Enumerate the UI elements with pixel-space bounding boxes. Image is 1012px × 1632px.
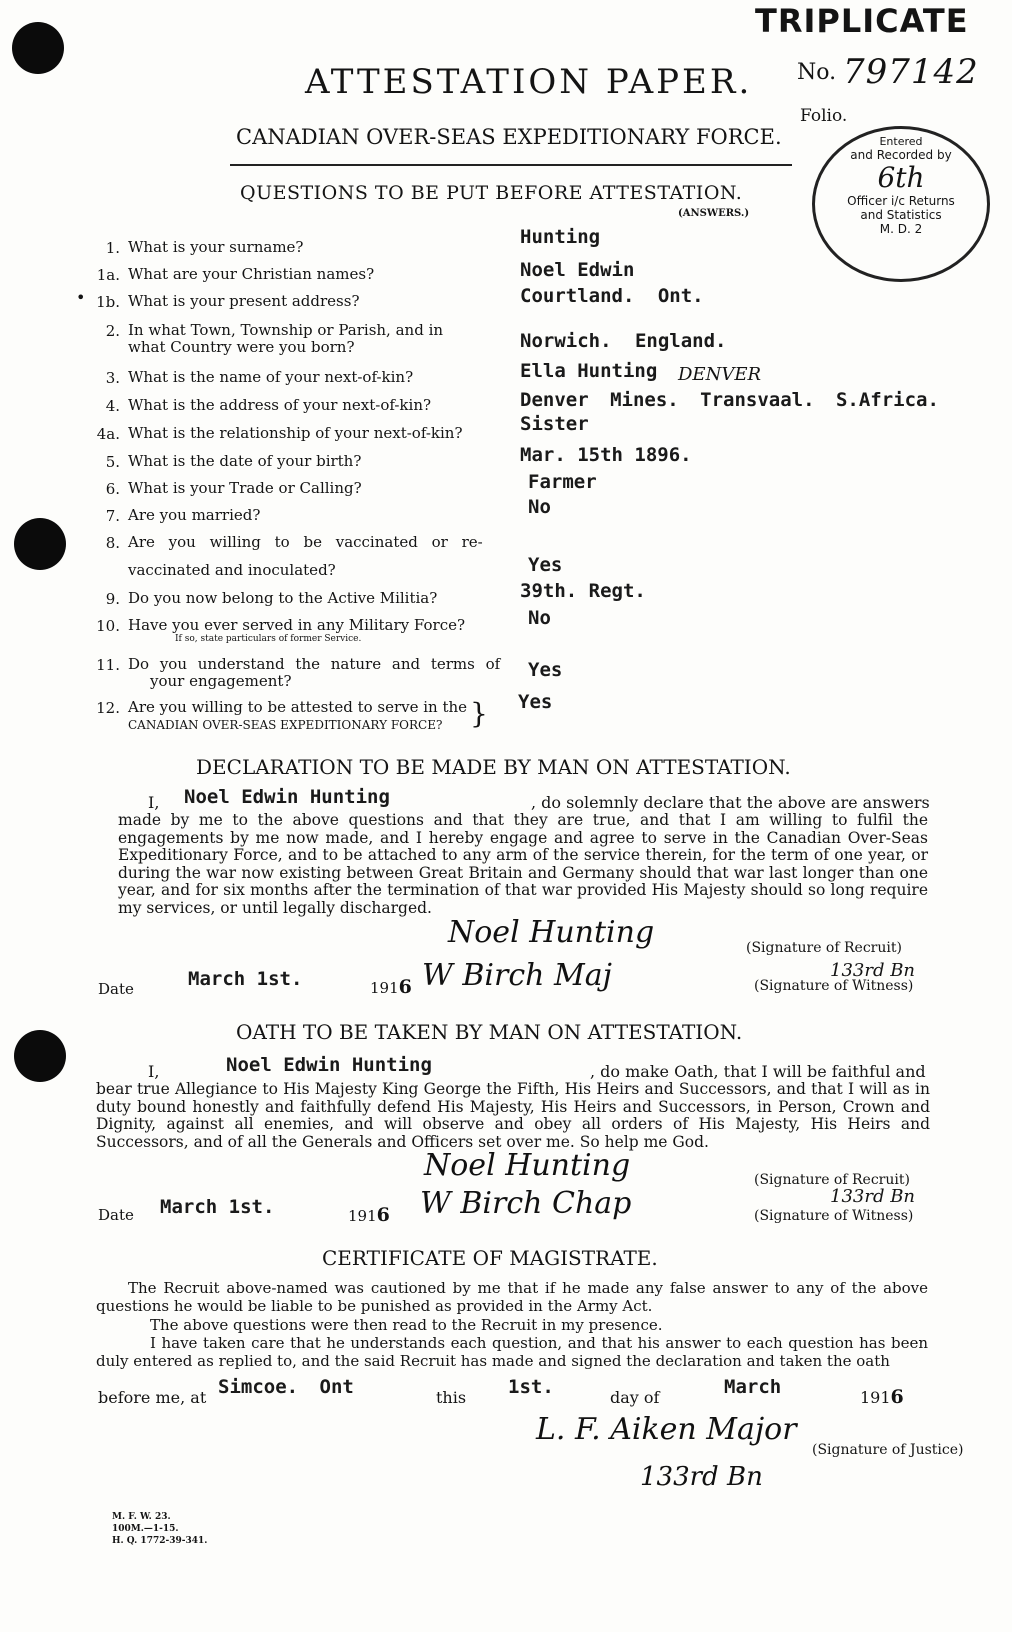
witness-unit: 133rd Bn [830, 960, 916, 981]
answer: Mar. 15th 1896. [520, 444, 692, 466]
margin-dot: • [76, 288, 86, 307]
oath-witness-signature: W Birch Chap [420, 1186, 632, 1221]
oath-recruit-signature: Noel Hunting [424, 1148, 631, 1183]
declaration-text-start: , do solemnly declare that the above are answers [531, 793, 930, 812]
question-number: 4a. [96, 425, 120, 443]
question-text: In what Town, Township or Parish, and in [128, 321, 444, 339]
answer: Noel Edwin [520, 259, 635, 281]
question-text: What is the address of your next-of-kin? [128, 396, 432, 414]
form-code: M. F. W. 23. [112, 1512, 171, 1522]
question-number: 1b. [96, 293, 120, 311]
stamp-line: M. D. 2 [879, 222, 923, 236]
year-digit: 6 [398, 976, 412, 998]
answer: Yes [518, 691, 553, 713]
page-subtitle: CANADIAN OVER-SEAS EXPEDITIONARY FORCE. [236, 125, 782, 149]
question-text-line2: what Country were you born? [128, 338, 355, 356]
oath-date: March 1st. [160, 1196, 275, 1218]
answer: 39th. Regt. [520, 580, 646, 602]
punch-hole [14, 1030, 66, 1082]
question-text: What are your Christian names? [128, 265, 375, 283]
oath-i: I, [148, 1062, 160, 1081]
question-text: Are you married? [128, 506, 261, 524]
question-number: 8. [105, 534, 120, 552]
stamp-mark: 6th [877, 161, 925, 194]
date-label: Date [98, 980, 134, 998]
oath-year [348, 1204, 390, 1226]
question-number: 1a. [96, 266, 120, 284]
question-number: 11. [96, 656, 120, 674]
answer: Farmer [528, 471, 597, 493]
answer: Norwich. England. [520, 330, 727, 352]
declaration-i: I, [148, 793, 160, 812]
question-text: What is your present address? [128, 292, 360, 310]
question-number: 7. [105, 507, 120, 525]
answer: Sister [520, 413, 589, 435]
answer: Yes [528, 554, 563, 576]
question-number: 5. [105, 453, 120, 471]
form-code: 100M.—1-15. [112, 1524, 179, 1534]
stamp-line: and Recorded by [850, 148, 952, 162]
stamp-line: Entered [879, 135, 923, 148]
witness-signature: W Birch Maj [422, 958, 612, 993]
punch-hole [14, 518, 66, 570]
question-number: 10. [96, 617, 120, 635]
question-text: Are you willing to be vaccinated or re- [128, 533, 483, 551]
no-label: No. [797, 60, 837, 85]
punch-hole [12, 22, 64, 74]
answer: Courtland. Ont. [520, 285, 704, 307]
oath-heading: OATH TO BE TAKEN BY MAN ON ATTESTATION. [236, 1020, 743, 1044]
signature-justice-label: (Signature of Justice) [812, 1442, 964, 1458]
question-text: What is your surname? [128, 238, 304, 256]
question-text: Are you willing to be attested to serve in the [128, 698, 468, 716]
question-number: 9. [105, 590, 120, 608]
answer: No [528, 607, 551, 629]
question-text: What is the name of your next-of-kin? [128, 368, 414, 386]
question-note: If so, state particulars of former Service. [175, 634, 362, 644]
oath-signature-recruit-label: (Signature of Recruit) [754, 1172, 910, 1188]
declaration-text: made by me to the above questions and that they are true, and that I am willing to fulfil the engagements by me now made, and I hereby engage and agree to serve in the Canadian Over-Seas Expeditionary Force, and to be attached to any arm of the service therein, for the term of one year, or during the war now existing between Great Britain and Germany should that war last longer than one year, and for six months after the termination of that war provided His Majesty should so long require my services, or until legally discharged. [118, 811, 928, 917]
certificate-place: Simcoe. Ont [218, 1376, 354, 1398]
question-number: 1. [105, 239, 120, 257]
signature-recruit-label: (Signature of Recruit) [746, 940, 902, 956]
question-text: What is the relationship of your next-of-kin? [128, 424, 463, 442]
year-digit: 6 [890, 1386, 904, 1408]
answer: Denver Mines. Transvaal. S.Africa. [520, 389, 939, 411]
divider [230, 164, 792, 166]
year-prefix: 191 [348, 1207, 377, 1225]
answer: Ella Hunting [520, 360, 658, 382]
year-prefix: 191 [370, 979, 399, 997]
handwritten-annotation: DENVER [678, 364, 762, 385]
triplicate-label: TRIPLICATE [755, 2, 969, 40]
stamp-line: and Statistics [860, 208, 942, 222]
question-text: Do you understand the nature and terms of [128, 655, 501, 673]
oath-date-label: Date [98, 1206, 134, 1224]
form-code: H. Q. 1772-39-341. [112, 1536, 208, 1546]
question-number: 4. [105, 397, 120, 415]
declaration-year [370, 976, 412, 998]
question-number: 6. [105, 480, 120, 498]
brace: } [470, 697, 488, 730]
answers-label: (ANSWERS.) [678, 208, 750, 219]
question-text: What is the date of your birth? [128, 452, 362, 470]
stamp-line: Officer i/c Returns [847, 194, 955, 208]
record-stamp [812, 126, 990, 282]
certificate-p2: The above questions were then read to the Recruit in my presence. [150, 1316, 663, 1334]
page-title: ATTESTATION PAPER. [305, 62, 753, 102]
certificate-p1: The Recruit above-named was cautioned by me that if he made any false answer to any of the above questions he would be liable to be punished as provided in the Army Act. [96, 1279, 928, 1315]
question-text-line2: CANADIAN OVER-SEAS EXPEDITIONARY FORCE? [128, 718, 443, 732]
question-text-line2: vaccinated and inoculated? [128, 561, 336, 579]
justice-unit: 133rd Bn [640, 1462, 763, 1492]
certificate-month: March [724, 1376, 782, 1398]
oath-witness-unit: 133rd Bn [830, 1186, 916, 1207]
question-number: 2. [105, 322, 120, 340]
certificate-year [860, 1386, 904, 1408]
answer: Yes [528, 659, 563, 681]
justice-signature: L. F. Aiken Major [536, 1412, 797, 1447]
oath-text: bear true Allegiance to His Majesty King George the Fifth, His Heirs and Successors, and that I will as in duty bound honestly and faithfully defend His Majesty, His Heirs and Successors, in Person, Crown and Dignity, against all enemies, and will observe and obey all orders of His Majesty, His Heirs and Successors, and of all the Generals and Officers set over me. So help me God. [96, 1080, 930, 1151]
declaration-date: March 1st. [188, 968, 303, 990]
signature-witness-label: (Signature of Witness) [754, 978, 914, 994]
oath-text-start: , do make Oath, that I will be faithful and [590, 1062, 926, 1081]
answer: No [528, 496, 551, 518]
question-text: Have you ever served in any Military Force? [128, 616, 466, 634]
year-digit: 6 [376, 1204, 390, 1226]
year-prefix: 191 [860, 1388, 891, 1407]
certificate-heading: CERTIFICATE OF MAGISTRATE. [322, 1246, 658, 1270]
before-me-label: before me, at [98, 1388, 207, 1407]
declaration-name: Noel Edwin Hunting [184, 786, 390, 808]
oath-signature-witness-label: (Signature of Witness) [754, 1208, 914, 1224]
question-number: 3. [105, 369, 120, 387]
question-text: What is your Trade or Calling? [128, 479, 362, 497]
answer: Hunting [520, 226, 601, 248]
recruit-signature: Noel Hunting [448, 915, 655, 950]
question-text-line2: your engagement? [150, 672, 292, 690]
day-of-label: day of [610, 1388, 660, 1407]
declaration-heading: DECLARATION TO BE MADE BY MAN ON ATTESTATION. [196, 755, 791, 779]
regimental-number: 797142 [843, 52, 979, 92]
question-number: 12. [96, 699, 120, 717]
oath-name: Noel Edwin Hunting [226, 1054, 432, 1076]
certificate-day: 1st. [508, 1376, 554, 1398]
question-text: Do you now belong to the Active Militia? [128, 589, 438, 607]
certificate-p3: I have taken care that he understands each question, and that his answer to each question has been duly entered as replied to, and the said Recruit has made and signed the declaration and taken the oath [96, 1334, 928, 1370]
this-label: this [436, 1388, 467, 1407]
folio-label: Folio. [800, 106, 848, 126]
questions-heading: QUESTIONS TO BE PUT BEFORE ATTESTATION. [240, 182, 743, 204]
